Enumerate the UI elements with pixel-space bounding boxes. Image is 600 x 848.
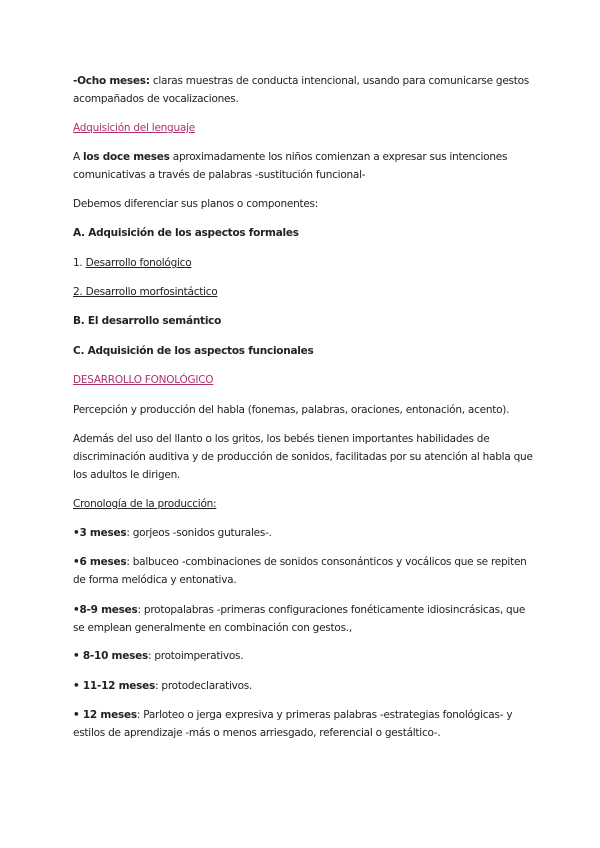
- list-item: [73, 706, 533, 742]
- heading-desarrollo-fonologico: DESARROLLO FONOLÓGICO: [73, 374, 214, 386]
- list-item: [73, 677, 533, 695]
- item-text: : balbuceo -combinaciones de sonidos consonánticos y vocálicos que se repiten de forma melódica y entonativa.: [73, 556, 527, 586]
- item-label: •6 meses: [73, 556, 127, 568]
- text-pre: A: [73, 151, 84, 163]
- item-label: • 11-12 meses: [73, 680, 156, 692]
- item-label: •3 meses: [73, 527, 127, 539]
- list-item: [73, 524, 533, 542]
- item-text: : Parloteo o jerga expresiva y primeras palabras -estrategias fonológicas- y estilos de aprendizaje -más o menos arriesgado, referencial o gestáltico-.: [73, 709, 513, 739]
- link-desarrollo-fonologico: Desarrollo fonológico: [85, 257, 192, 269]
- heading-desarrollo-semantico: B. El desarrollo semántico: [73, 315, 222, 327]
- list-item: [73, 647, 533, 665]
- item-desarrollo-fonologico: [73, 254, 533, 272]
- label-ocho-meses: -Ocho meses:: [73, 75, 150, 87]
- item-label: • 12 meses: [73, 709, 137, 721]
- paragraph-ocho-meses: [73, 72, 533, 108]
- list-item: [73, 601, 533, 637]
- text-ocho-meses: claras muestras de conducta intencional, usando para comunicarse gestos acompañados de vocalizaciones.: [73, 75, 530, 105]
- item-number: 1.: [73, 257, 86, 269]
- item-text: : protodeclarativos.: [155, 680, 253, 692]
- heading-adquisicion-lenguaje: Adquisición del lenguaje: [73, 122, 195, 134]
- heading-aspectos-funcionales: C. Adquisición de los aspectos funcionales: [73, 345, 314, 357]
- list-item: [73, 553, 533, 589]
- paragraph-doce-meses: [73, 148, 533, 184]
- paragraph-ademas: Además del uso del llanto o los gritos, los bebés tienen importantes habilidades de discriminación auditiva y de producción de sonidos, facilitadas por su atención al habla que los adultos le dirigen.: [73, 433, 533, 481]
- item-text: : protopalabras -primeras configuraciones fonéticamente idiosincrásicas, que se emplean generalmente en combinación con gestos.,: [73, 604, 526, 634]
- item-label: • 8-10 meses: [73, 650, 148, 662]
- item-text: : gorjeos -sonidos guturales-.: [126, 527, 272, 539]
- heading-aspectos-formales: A. Adquisición de los aspectos formales: [73, 227, 299, 239]
- heading-cronologia: Cronología de la producción:: [73, 498, 217, 510]
- paragraph-percepcion: Percepción y producción del habla (fonemas, palabras, oraciones, entonación, acento).: [73, 404, 510, 416]
- item-label: •8-9 meses: [73, 604, 138, 616]
- label-doce-meses: los doce meses: [83, 151, 170, 163]
- item-desarrollo-morfosintactico: 2. Desarrollo morfosintáctico: [73, 286, 218, 298]
- text-doce-meses: aproximadamente los niños comienzan a expresar sus intenciones comunicativas a través de palabras -sustitución funcional-: [73, 151, 508, 181]
- item-text: : protoimperativos.: [147, 650, 244, 662]
- paragraph-planos: Debemos diferenciar sus planos o componentes:: [73, 198, 319, 210]
